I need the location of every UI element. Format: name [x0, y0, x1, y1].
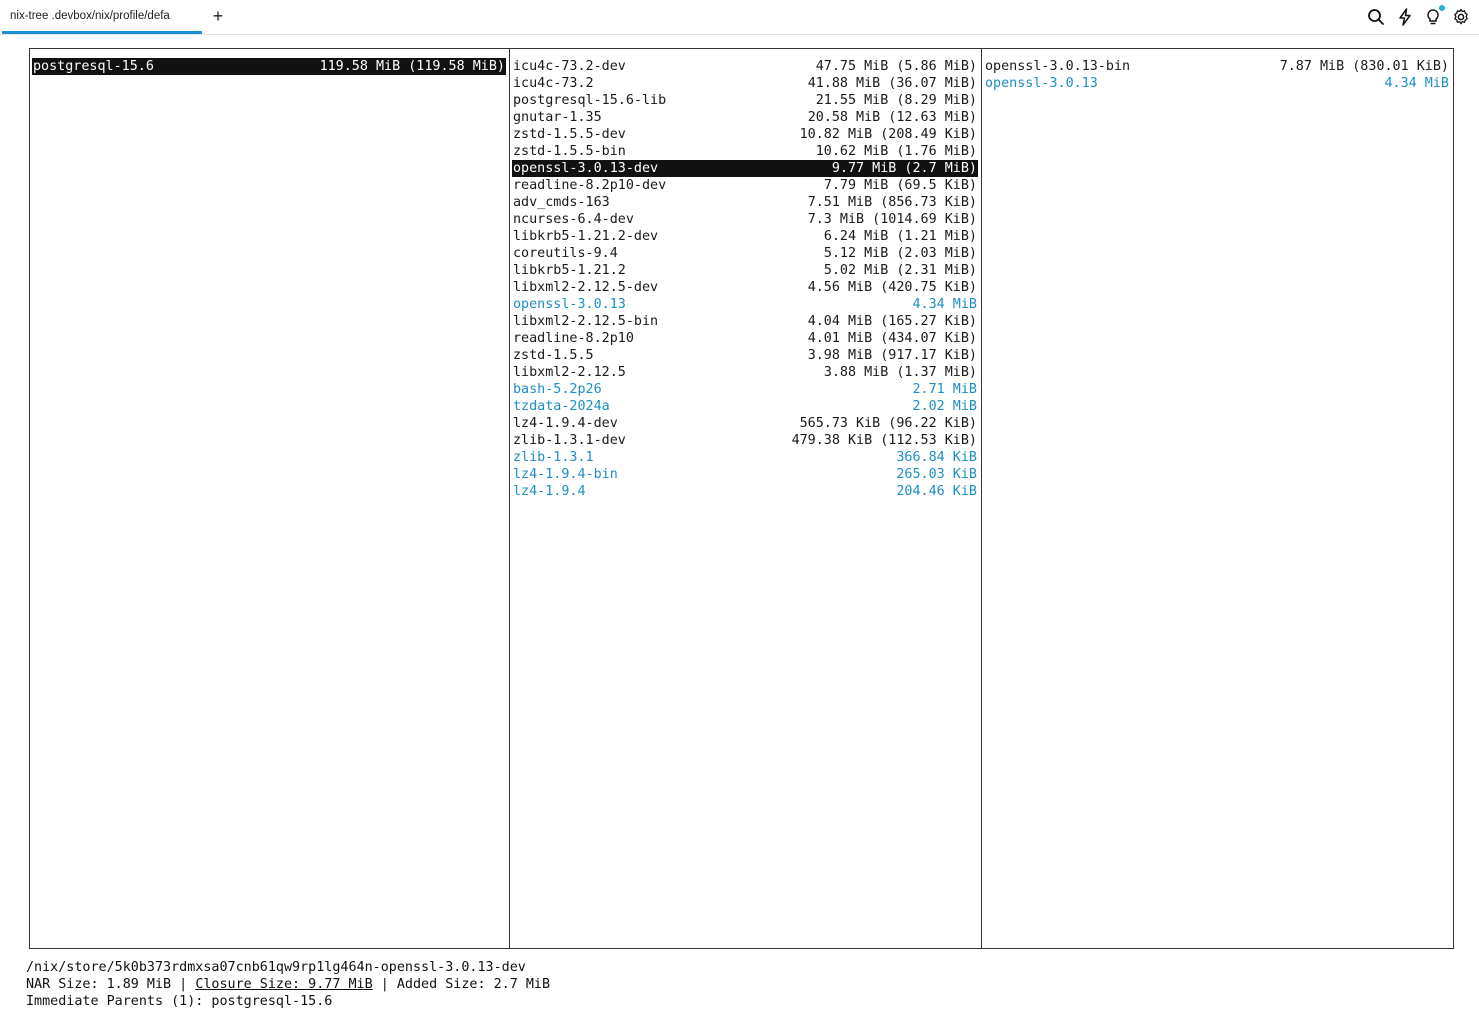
package-size: 265.03 KiB — [896, 467, 977, 482]
package-row[interactable] — [512, 194, 978, 211]
package-size: 4.01 MiB (434.07 KiB) — [807, 331, 977, 346]
package-name: readline-8.2p10 — [513, 331, 634, 346]
package-name: icu4c-73.2 — [513, 76, 594, 91]
package-name: openssl-3.0.13-bin — [985, 59, 1131, 74]
package-row[interactable] — [984, 75, 1450, 92]
package-name: openssl-3.0.13 — [513, 297, 626, 312]
package-size: 366.84 KiB — [896, 450, 977, 465]
package-row[interactable] — [512, 177, 978, 194]
package-name: icu4c-73.2-dev — [513, 59, 626, 74]
package-size: 4.04 MiB (165.27 KiB) — [807, 314, 977, 329]
package-name: tzdata-2024a — [513, 399, 610, 414]
lightning-icon[interactable] — [1395, 7, 1415, 27]
package-row[interactable] — [512, 211, 978, 228]
package-row[interactable] — [512, 262, 978, 279]
package-size: 21.55 MiB (8.29 MiB) — [815, 93, 977, 108]
package-row[interactable] — [512, 279, 978, 296]
package-name: zstd-1.5.5 — [513, 348, 594, 363]
package-size: 119.58 MiB (119.58 MiB) — [319, 59, 505, 74]
package-size: 20.58 MiB (12.63 MiB) — [807, 110, 977, 125]
tab-bar — [0, 0, 1479, 35]
package-name: adv_cmds-163 — [513, 195, 610, 210]
store-path: /nix/store/5k0b373rdmxsa07cnb61qw9rp1lg464n-openssl-3.0.13-dev — [26, 960, 526, 975]
search-icon[interactable] — [1366, 7, 1386, 27]
package-row[interactable] — [512, 92, 978, 109]
package-row[interactable] — [512, 160, 978, 177]
nar-size: NAR Size: 1.89 MiB — [26, 977, 172, 992]
pane-sub-dependencies — [982, 48, 1454, 949]
package-row[interactable] — [984, 58, 1450, 75]
package-size: 7.87 MiB (830.01 KiB) — [1279, 59, 1449, 74]
package-row[interactable] — [512, 313, 978, 330]
package-name: libkrb5-1.21.2-dev — [513, 229, 659, 244]
package-name: zstd-1.5.5-bin — [513, 144, 626, 159]
package-row[interactable] — [512, 381, 978, 398]
package-size: 7.79 MiB (69.5 KiB) — [823, 178, 977, 193]
notification-dot — [1439, 5, 1445, 11]
package-size: 41.88 MiB (36.07 MiB) — [807, 76, 977, 91]
package-name: lz4-1.9.4 — [513, 484, 586, 499]
package-size: 204.46 KiB — [896, 484, 977, 499]
package-size: 9.77 MiB (2.7 MiB) — [831, 161, 977, 176]
status-area — [26, 959, 550, 1010]
package-size: 2.02 MiB — [912, 399, 977, 414]
package-size: 6.24 MiB (1.21 MiB) — [823, 229, 977, 244]
tab-title: nix-tree .devbox/nix/profile/defa — [10, 10, 170, 22]
package-size: 5.02 MiB (2.31 MiB) — [823, 263, 977, 278]
pane-root-packages — [29, 48, 510, 949]
package-name: openssl-3.0.13 — [985, 76, 1098, 91]
package-size: 2.71 MiB — [912, 382, 977, 397]
row-list — [512, 58, 978, 500]
package-row[interactable] — [512, 398, 978, 415]
closure-size: Closure Size: 9.77 MiB — [195, 977, 373, 992]
package-size: 4.34 MiB — [912, 297, 977, 312]
gear-icon[interactable] — [1451, 7, 1471, 27]
package-size: 7.51 MiB (856.73 KiB) — [807, 195, 977, 210]
package-row[interactable] — [512, 347, 978, 364]
package-row[interactable] — [512, 228, 978, 245]
package-size: 4.34 MiB — [1384, 76, 1449, 91]
row-list — [32, 58, 506, 75]
package-size: 47.75 MiB (5.86 MiB) — [815, 59, 977, 74]
package-row[interactable] — [512, 75, 978, 92]
package-name: zlib-1.3.1 — [513, 450, 594, 465]
package-row[interactable] — [512, 483, 978, 500]
package-name: zlib-1.3.1-dev — [513, 433, 626, 448]
package-name: postgresql-15.6 — [33, 59, 154, 74]
package-size: 10.82 MiB (208.49 KiB) — [799, 127, 977, 142]
separator: | — [372, 977, 397, 992]
package-row[interactable] — [32, 58, 506, 75]
row-list — [984, 58, 1450, 92]
package-name: openssl-3.0.13-dev — [513, 161, 659, 176]
package-name: bash-5.2p26 — [513, 382, 602, 397]
package-size: 3.88 MiB (1.37 MiB) — [823, 365, 977, 380]
tab-nix-tree[interactable] — [2, 0, 202, 34]
package-name: readline-8.2p10-dev — [513, 178, 667, 193]
package-name: zstd-1.5.5-dev — [513, 127, 626, 142]
package-row[interactable] — [512, 143, 978, 160]
package-row[interactable] — [512, 415, 978, 432]
package-size: 4.56 MiB (420.75 KiB) — [807, 280, 977, 295]
package-name: coreutils-9.4 — [513, 246, 618, 261]
package-name: gnutar-1.35 — [513, 110, 602, 125]
package-row[interactable] — [512, 58, 978, 75]
package-row[interactable] — [512, 109, 978, 126]
separator: | — [171, 977, 196, 992]
package-size: 479.38 KiB (112.53 KiB) — [791, 433, 977, 448]
package-name: postgresql-15.6-lib — [513, 93, 667, 108]
new-tab-button[interactable]: + — [212, 6, 224, 26]
package-name: libxml2-2.12.5 — [513, 365, 626, 380]
package-name: lz4-1.9.4-dev — [513, 416, 618, 431]
package-row[interactable] — [512, 449, 978, 466]
package-row[interactable] — [512, 296, 978, 313]
package-name: ncurses-6.4-dev — [513, 212, 634, 227]
package-name: libxml2-2.12.5-dev — [513, 280, 659, 295]
package-size: 565.73 KiB (96.22 KiB) — [799, 416, 977, 431]
package-row[interactable] — [512, 330, 978, 347]
package-name: lz4-1.9.4-bin — [513, 467, 618, 482]
size-line — [26, 976, 550, 993]
package-row[interactable] — [512, 466, 978, 483]
package-name: libkrb5-1.21.2 — [513, 263, 626, 278]
package-size: 3.98 MiB (917.17 KiB) — [807, 348, 977, 363]
package-row[interactable] — [512, 126, 978, 143]
package-row[interactable] — [512, 245, 978, 262]
pane-dependencies — [510, 48, 982, 949]
package-row[interactable] — [512, 432, 978, 449]
package-size: 7.3 MiB (1014.69 KiB) — [807, 212, 977, 227]
package-size: 10.62 MiB (1.76 MiB) — [815, 144, 977, 159]
added-size: Added Size: 2.7 MiB — [396, 977, 551, 992]
package-row[interactable] — [512, 364, 978, 381]
package-name: libxml2-2.12.5-bin — [513, 314, 659, 329]
immediate-parents: Immediate Parents (1): postgresql-15.6 — [26, 994, 333, 1009]
package-size: 5.12 MiB (2.03 MiB) — [823, 246, 977, 261]
